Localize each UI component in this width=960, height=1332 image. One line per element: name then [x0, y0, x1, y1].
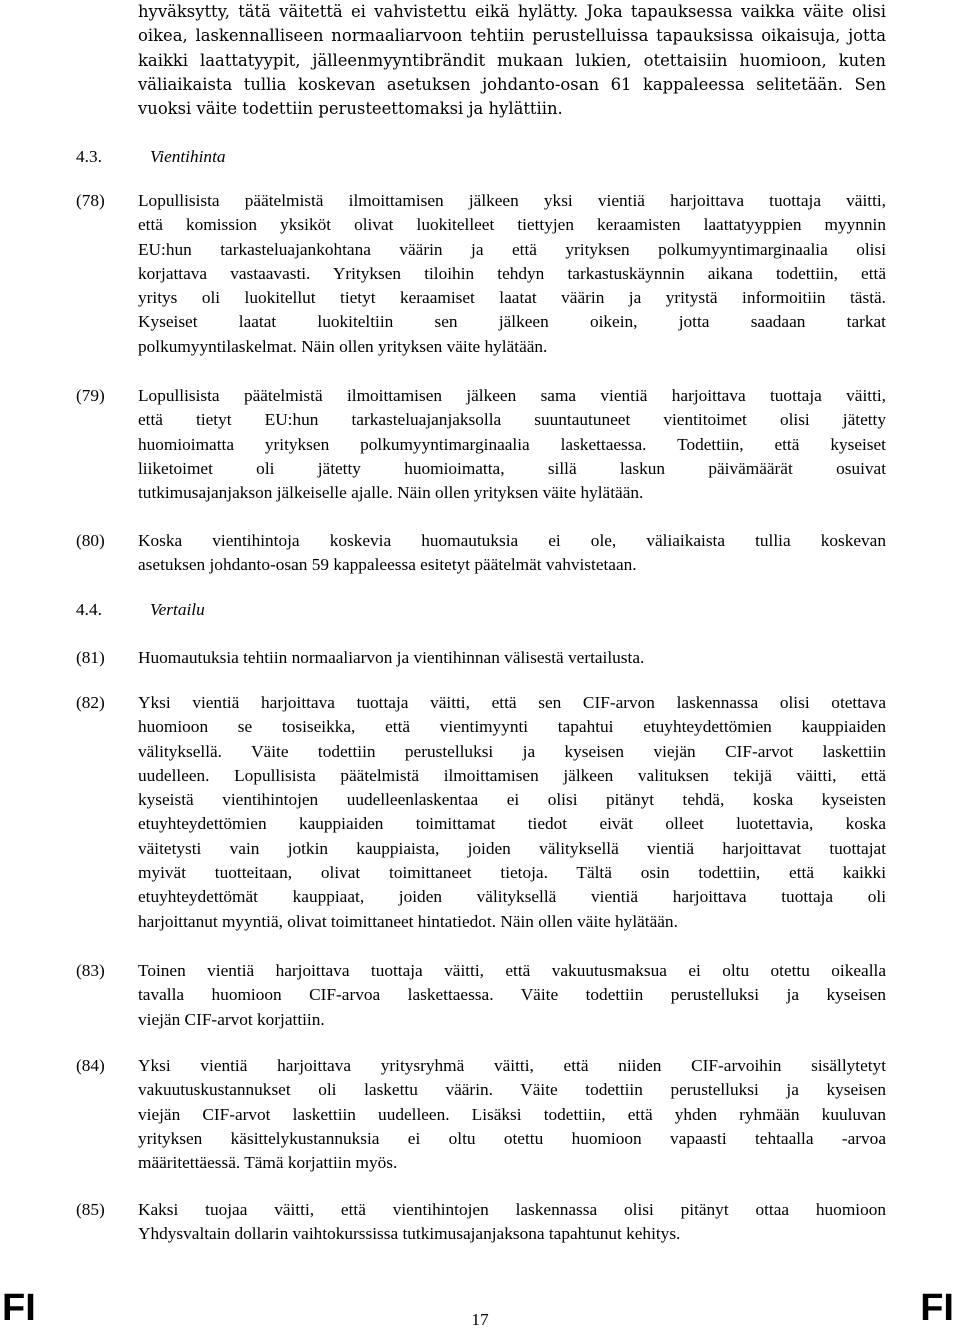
text-line: Yhdysvaltain dollarin vaihtokurssissa tutkimusajanjaksona tapahtunut kehitys.: [138, 1224, 681, 1244]
paragraph-number-81: (81): [76, 648, 105, 667]
text-line: vuoksi väite todettiin perusteettomaksi ja hylättiin.: [138, 99, 563, 119]
section-title: Vertailu: [150, 600, 205, 619]
paragraph-82: [138, 691, 886, 934]
text-line: uudelleen. Lopullisista päätelmistä ilmoittamisen jälkeen valituksen tekijä väitti, että: [138, 765, 886, 785]
text-line: asetuksen johdanto-osan 59 kappaleessa esitetyt päätelmät vahvistetaan.: [138, 555, 637, 575]
text-line: väliaikaista tullia koskevan asetuksen johdanto-osan 61 kappaleessa selitetään. Sen: [138, 74, 886, 94]
text-line: harjoittanut myyntiä, olivat toimittaneet hintatiedot. Näin ollen väite hylätään.: [138, 911, 678, 931]
text-line: väitetysti vain jotkin kauppiaista, joiden välityksellä vientiä harjoittavat tuottajat: [138, 838, 886, 858]
paragraph-85: [138, 1198, 886, 1247]
paragraph-number-78: (78): [76, 191, 105, 210]
text-line: liiketoimet oli jätetty huomioimatta, sillä laskun päivämäärät osuivat: [138, 458, 886, 478]
text-line: huomioimatta yrityksen polkumyyntimarginaalia laskettaessa. Todettiin, että kyseiset: [138, 434, 886, 454]
text-line: etuyhteydettömien kauppiaiden toimittamat tiedot eivät olleet luotettavia, koska: [138, 814, 886, 834]
paragraph-79: [138, 384, 886, 505]
intro-paragraph: [138, 0, 886, 121]
paragraph-84: [138, 1054, 886, 1175]
text-line: kaikki laattatyypit, jälleenmyyntibrändit mukaan lukien, otettaisiin huomioon, kuten: [138, 50, 886, 70]
page-number: 17: [471, 1310, 489, 1329]
text-line: määritettäessä. Tämä korjattiin myös.: [138, 1153, 398, 1173]
text-line: Kyseiset laatat luokiteltiin sen jälkeen oikein, jotta saadaan tarkat: [138, 312, 886, 332]
text-line: Lopullisista päätelmistä ilmoittamisen jälkeen sama vientiä harjoittava tuottaja väitti,: [138, 386, 886, 405]
footer-language-right: FI: [920, 1287, 954, 1329]
paragraph-number-82: (82): [76, 693, 105, 712]
paragraph-83: [138, 959, 886, 1032]
text-line: välityksellä. Väite todettiin perustelluksi ja kyseisen viejän CIF-arvot laskettiin: [138, 741, 886, 761]
text-line: yrityksen käsittelykustannuksia ei oltu otettu huomioon vapaasti tehtaalla -arvoa: [138, 1128, 886, 1148]
text-line: kyseistä vientihintojen uudelleenlaskentaa ei olisi pitänyt tehdä, koska kyseisten: [138, 790, 886, 810]
text-line: oikea, laskennalliseen normaaliarvoon tehtiin perustelluissa tapauksissa oikaisuja, jotta: [138, 26, 886, 46]
text-line: Huomautuksia tehtiin normaaliarvon ja vientihinnan välisestä vertailusta.: [138, 648, 645, 667]
text-line: huomioon se tosiseikka, että vientimyynti tapahtui etuyhteydettömien kauppiaiden: [138, 717, 886, 737]
text-line: etuyhteydettömät kauppiaat, joiden välityksellä vientiä harjoittava tuottaja oli: [138, 887, 886, 907]
text-line: että tietyt EU:hun tarkasteluajanjaksolla suuntautuneet vientitoimet olisi jätetty: [138, 410, 886, 430]
text-line: EU:hun tarkasteluajankohtana väärin ja että yrityksen polkumyyntimarginaalia olisi: [138, 239, 886, 259]
text-line: vakuutuskustannukset oli laskettu väärin. Väite todettiin perustelluksi ja kyseisen: [138, 1080, 886, 1100]
text-line: hyväksytty, tätä väitettä ei vahvistettu eikä hylätty. Joka tapauksessa vaikka väite olisi: [138, 2, 886, 21]
text-line: tavalla huomioon CIF-arvoa laskettaessa. Väite todettiin perustelluksi ja kyseisen: [138, 985, 886, 1005]
text-line: Toinen vientiä harjoittava tuottaja väitti, että vakuutusmaksua ei oltu otettu oikealla: [138, 961, 886, 980]
footer-language-left: FI: [2, 1287, 36, 1329]
text-line: Koska vientihintoja koskevia huomautuksia ei ole, väliaikaista tullia koskevan: [138, 531, 886, 550]
paragraph-81: [138, 646, 886, 670]
paragraph-number-83: (83): [76, 961, 105, 980]
text-line: Yksi vientiä harjoittava yritysryhmä väitti, että niiden CIF-arvoihin sisällytetyt: [138, 1056, 886, 1075]
paragraph-number-85: (85): [76, 1200, 105, 1219]
paragraph-number-84: (84): [76, 1056, 105, 1075]
text-line: Kaksi tuojaa väitti, että vientihintojen laskennassa olisi pitänyt ottaa huomioon: [138, 1200, 886, 1219]
text-line: yritys oli luokitellut tietyt keraamiset laatat väärin ja yritystä informoitiin tästä.: [138, 288, 886, 308]
paragraph-80: [138, 529, 886, 578]
text-line: viejän CIF-arvot korjattiin.: [138, 1009, 325, 1029]
text-line: korjattava vastaavasti. Yrityksen tiloihin tehdyn tarkastuskäynnin aikana todettiin, että: [138, 263, 886, 283]
text-line: että komission yksiköt olivat luokitelleet tiettyjen keraamisten laattatyyppien myynnin: [138, 215, 886, 235]
paragraph-78: [138, 189, 886, 359]
paragraph-number-79: (79): [76, 386, 105, 405]
text-line: Lopullisista päätelmistä ilmoittamisen jälkeen yksi vientiä harjoittava tuottaja väitti,: [138, 191, 886, 210]
text-line: polkumyyntilaskelmat. Näin ollen yrityksen väite hylätään.: [138, 336, 548, 356]
section-number: 4.4.: [76, 600, 102, 619]
text-line: Yksi vientiä harjoittava tuottaja väitti, että sen CIF-arvon laskennassa olisi otettava: [138, 693, 886, 712]
section-title: Vientihinta: [150, 147, 226, 166]
text-line: viejän CIF-arvot laskettiin uudelleen. Lisäksi todettiin, että yhden ryhmään kuuluvan: [138, 1104, 886, 1124]
text-line: tutkimusajanjakson jälkeiselle ajalle. Näin ollen yrityksen väite hylätään.: [138, 483, 644, 503]
text-line: myivät tuotteitaan, olivat toimittaneet tietoja. Tältä osin todettiin, että kaikki: [138, 863, 886, 883]
section-number: 4.3.: [76, 147, 102, 166]
paragraph-number-80: (80): [76, 531, 105, 550]
